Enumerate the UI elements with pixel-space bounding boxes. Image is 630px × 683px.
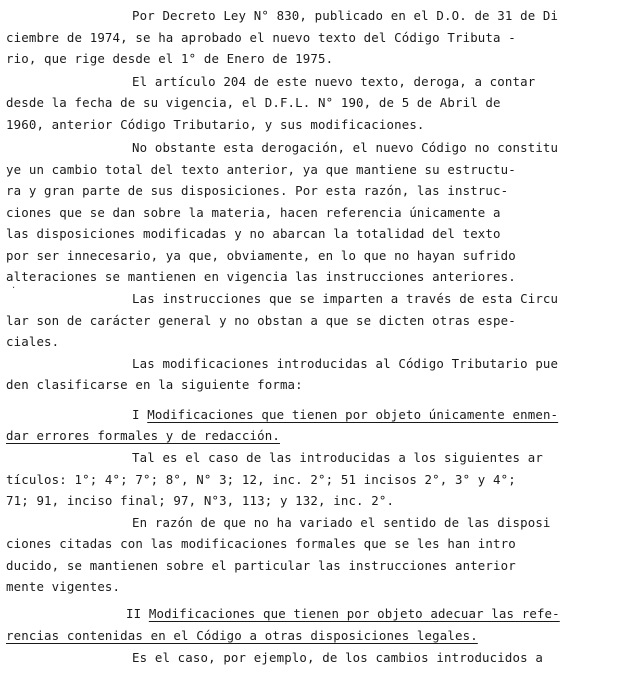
- paragraph-decreto-line-3: rio, que rige desde el 1° de Enero de 1975.: [6, 51, 334, 66]
- paragraph-derogacion-line-5: las disposiciones modificadas y no abarcan la totalidad del texto: [6, 226, 501, 241]
- paragraph-decreto-line-2: ciembre de 1974, se ha aprobado el nuevo texto del Código Tributa -: [6, 30, 516, 45]
- paragraph-circular-line-1: Las instrucciones que se imparten a través de esta Circu: [132, 291, 559, 306]
- section-1-body-line-2: tículos: 1°; 4°; 7°; 8°, N° 3; 12, inc. 2°; 51 incisos 2°, 3° y 4°;: [6, 472, 516, 487]
- paragraph-articulo-line-2: desde la fecha de su vigencia, el D.F.L. N° 190, de 5 de Abril de: [6, 95, 501, 110]
- section-1-reason-line-2: ciones citadas con las modificaciones formales que se les han intro: [6, 536, 516, 551]
- paragraph-derogacion-line-3: ra y gran parte de sus disposiciones. Por esta razón, las instruc-: [6, 183, 509, 198]
- section-1-body-line-3: 71; 91, inciso final; 97, N°3, 113; y 132, inc. 2°.: [6, 493, 395, 508]
- section-2-numeral: II: [126, 606, 149, 621]
- paragraph-articulo-line-3: 1960, anterior Código Tributario, y sus modificaciones.: [6, 117, 425, 132]
- paragraph-derogacion-line-2: ye un cambio total del texto anterior, ya que mantiene su estructu-: [6, 162, 516, 177]
- section-1-heading-line-1: [132, 405, 558, 425]
- paragraph-derogacion-line-7: alteraciones se mantienen en vigencia las instrucciones anteriores.: [6, 269, 516, 284]
- section-1-heading-line-2: [6, 426, 280, 446]
- section-1-body-line-1: Tal es el caso de las introducidas a los siguientes ar: [132, 450, 543, 465]
- section-2-title-part-1: Modificaciones que tienen por objeto adecuar las refe-: [148, 606, 560, 621]
- section-2-heading-line-2: [6, 626, 478, 646]
- paragraph-clasificacion-line-1: Las modificaciones introducidas al Código Tributario pue: [132, 356, 559, 371]
- paragraph-derogacion-line-6: por ser innecesario, ya que, obviamente, en lo que no hayan sufrido: [6, 248, 516, 263]
- paragraph-derogacion-line-4: ciones que se dan sobre la materia, hacen referencia únicamente a: [6, 205, 501, 220]
- margin-speck: ·: [12, 283, 16, 294]
- section-1-numeral: I: [132, 407, 148, 422]
- paragraph-derogacion-line-1: No obstante esta derogación, el nuevo Código no constitu: [132, 140, 559, 155]
- section-1-reason-line-1: En razón de que no ha variado el sentido de las disposi: [132, 515, 551, 530]
- paragraph-clasificacion-line-2: den clasificarse en la siguiente forma:: [6, 377, 303, 392]
- paragraph-circular-line-3: ciales.: [6, 334, 60, 349]
- section-1-title-part-2: dar errores formales y de redacción.: [6, 428, 280, 443]
- paragraph-articulo-line-1: El artículo 204 de este nuevo texto, deroga, a contar: [132, 74, 536, 89]
- paragraph-circular-line-2: lar son de carácter general y no obstan a que se dicten otras espe-: [6, 313, 516, 328]
- section-2-title-part-2: rencias contenidas en el Código a otras disposiciones legales.: [6, 628, 478, 643]
- paragraph-decreto-line-1: Por Decreto Ley N° 830, publicado en el D.O. de 31 de Di: [132, 8, 559, 23]
- section-2-body-line-1: Es el caso, por ejemplo, de los cambios introducidos a: [132, 650, 543, 665]
- section-1-title-part-1: Modificaciones que tienen por objeto únicamente enmen-: [147, 407, 559, 422]
- section-1-reason-line-4: mente vigentes.: [6, 579, 121, 594]
- section-2-heading-line-1: [126, 604, 560, 624]
- section-1-reason-line-3: ducido, se mantienen sobre el particular las instrucciones anterior: [6, 558, 516, 573]
